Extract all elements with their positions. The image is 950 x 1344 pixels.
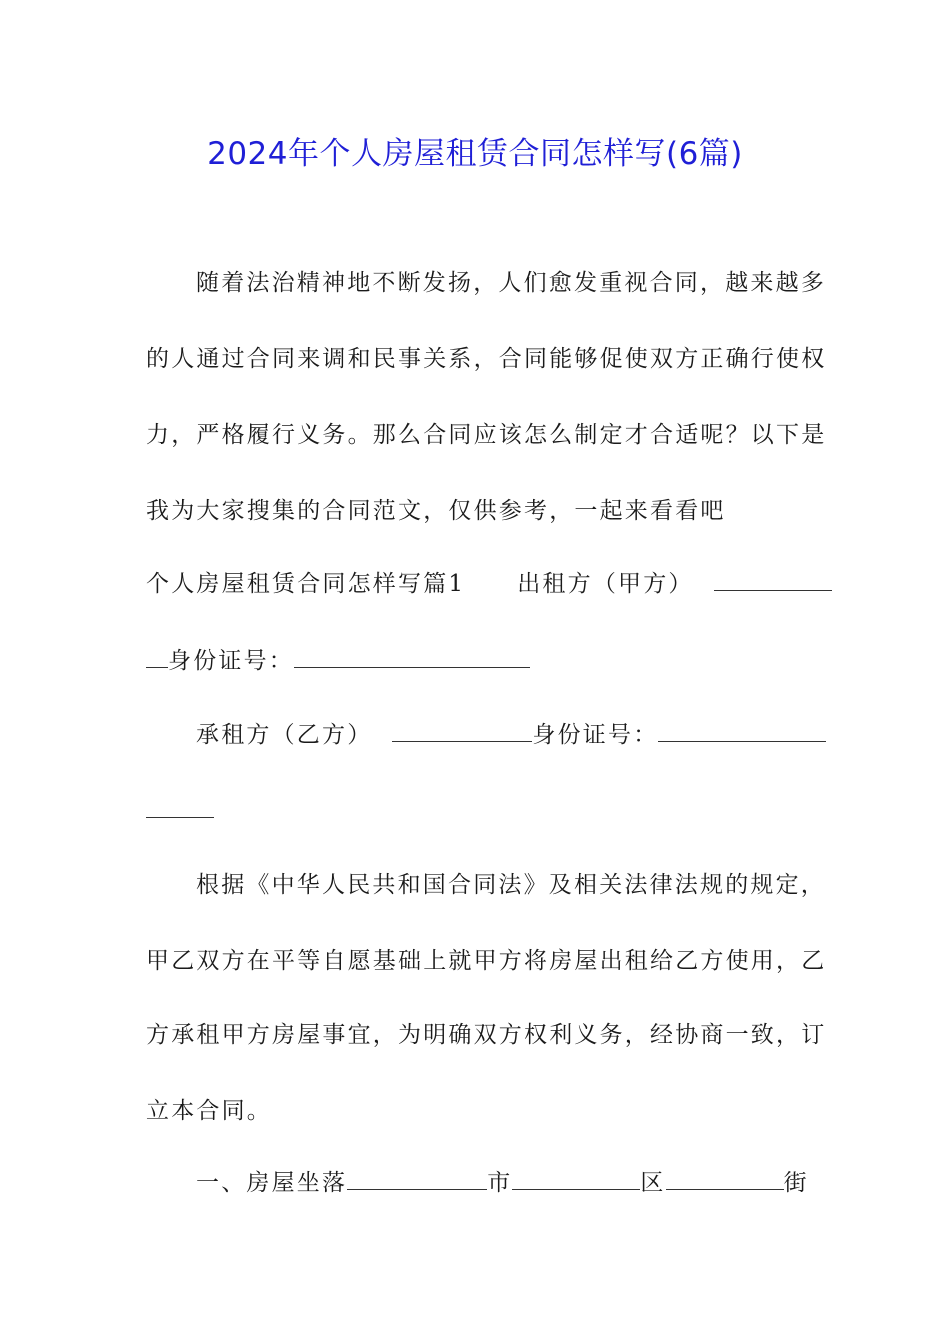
lessee-id-blank-cont [146,795,214,818]
lessor-id-row [146,644,806,678]
lessor-name-blank [714,568,832,591]
city-label: 市 [487,1170,513,1196]
basis-line-2: 甲乙双方在平等自愿基础上就甲方将房屋出租给乙方使用，乙 [146,948,827,974]
clause-1-label: 一、房屋坐落 [196,1170,348,1196]
lessee-id-cont-row [146,794,806,828]
lessee-id-blank [658,719,826,742]
clause-1-row [196,1166,809,1200]
lessee-id-label: 身份证号： [532,722,659,748]
city-blank [347,1167,487,1190]
lessee-name-blank [392,719,532,742]
street-label: 街 [783,1170,809,1196]
district-blank [512,1167,640,1190]
section-1-heading: 个人房屋租赁合同怎样写篇1 [146,571,466,597]
section-1-heading-row [146,567,806,601]
intro-line-4: 我为大家搜集的合同范文，仅供参考，一起来看看吧 [146,498,726,524]
district-label: 区 [640,1170,666,1196]
lessor-name-blank-cont [146,645,168,668]
street-blank [666,1167,784,1190]
lessee-label: 承租方（乙方） [196,722,373,748]
document-title: 2024年个人房屋租赁合同怎样写(6篇) [207,136,743,172]
basis-line-3: 方承租甲方房屋事宜，为明确双方权利义务，经协商一致，订 [146,1022,827,1048]
lessee-row [196,718,806,752]
intro-line-3: 力，严格履行义务。那么合同应该怎么制定才合适呢？以下是 [146,422,827,448]
lessor-id-label: 身份证号： [168,648,294,674]
lessor-label: 出租方（甲方） [517,571,694,597]
basis-line-4: 立本合同。 [146,1098,272,1124]
basis-line-1: 根据《中华人民共和国合同法》及相关法律法规的规定， [196,872,826,898]
intro-line-1: 随着法治精神地不断发扬，人们愈发重视合同，越来越多 [196,270,826,296]
intro-line-2: 的人通过合同来调和民事关系，合同能够促使双方正确行使权 [146,346,827,372]
lessor-id-blank [294,645,530,668]
